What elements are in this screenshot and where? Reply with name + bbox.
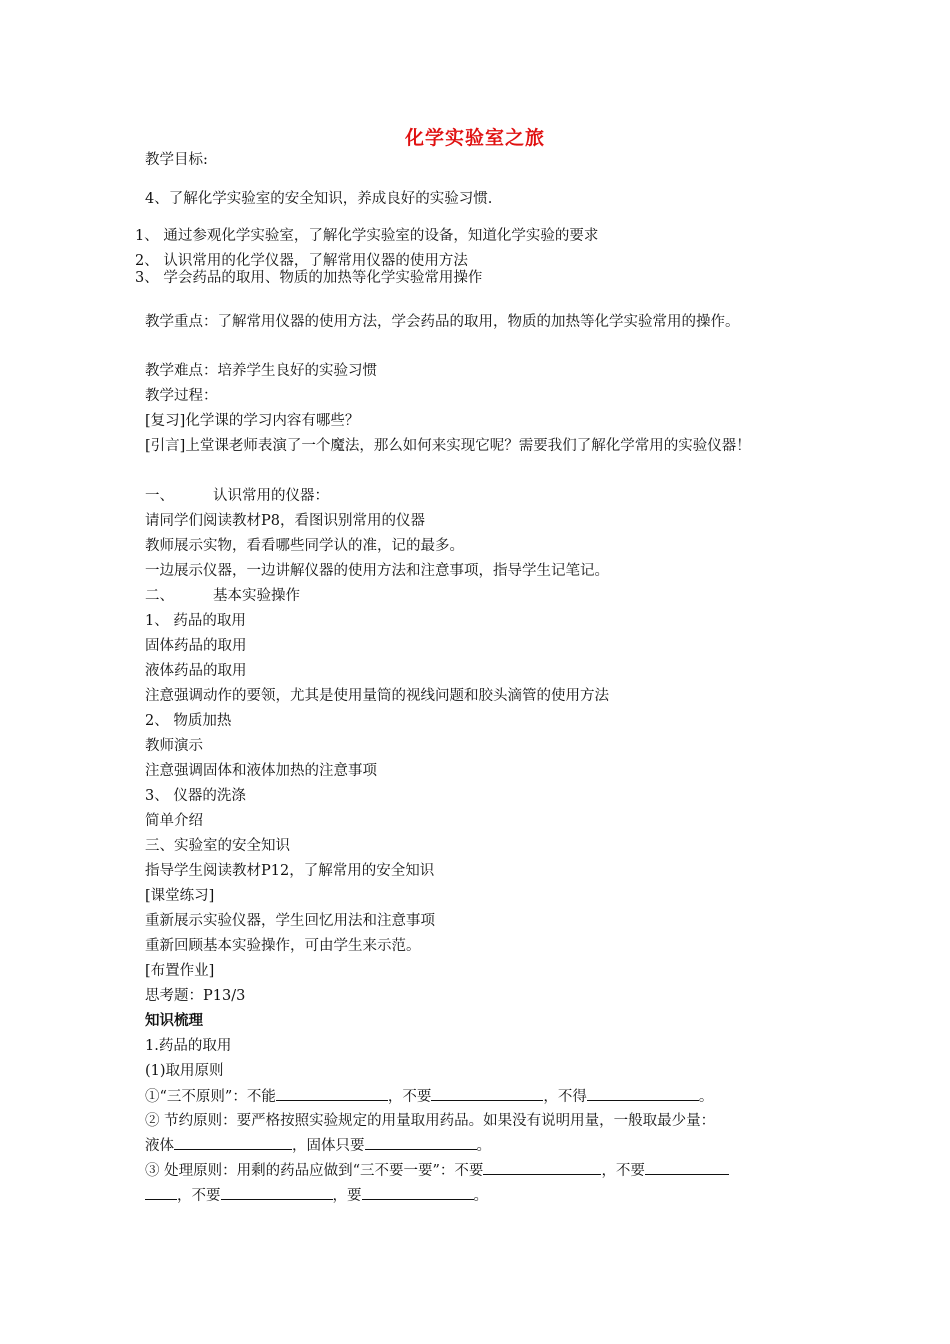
key-point: 教学重点：了解常用仪器的使用方法，学会药品的取用，物质的加热等化学实验常用的操作。 xyxy=(145,314,740,330)
fill-blank[interactable] xyxy=(365,1135,477,1150)
rule-1 xyxy=(145,1086,713,1107)
knowledge-sub-1: 1.药品的取用 xyxy=(145,1038,232,1054)
process-heading: 教学过程： xyxy=(145,388,218,404)
rule-2-text: 。 xyxy=(476,1138,491,1154)
rule-3-text: 。 xyxy=(473,1188,488,1204)
rule-2-text: 液体 xyxy=(145,1138,174,1154)
section-2-heading xyxy=(145,584,810,609)
section-2-line: 注意强调动作的要领，尤其是使用量筒的视线问题和胶头滴管的使用方法 xyxy=(145,688,609,704)
rule-1-text: 。 xyxy=(698,1089,714,1105)
rule-2-text: ，固体只要 xyxy=(292,1138,365,1154)
objective-2: 2、 认识常用的化学仪器，了解常用仪器的使用方法 xyxy=(135,253,468,269)
fill-blank[interactable] xyxy=(145,1185,177,1200)
objectives-heading: 教学目标: xyxy=(145,152,208,168)
practice-heading: [课堂练习] xyxy=(145,888,215,904)
difficulty: 教学难点：培养学生良好的实验习惯 xyxy=(145,363,377,379)
fill-blank[interactable] xyxy=(276,1086,388,1101)
section-1-line: 一边展示仪器，一边讲解仪器的使用方法和注意事项，指导学生记笔记。 xyxy=(145,563,609,579)
knowledge-sub-2: (1)取用原则 xyxy=(145,1063,224,1079)
rule-2 xyxy=(145,1109,810,1159)
fill-blank[interactable] xyxy=(174,1135,292,1150)
intro-paragraph: [引言]上堂课老师表演了一个魔法，那么如何来实现它呢？需要我们了解化学常用的实验仪器！ xyxy=(145,438,751,454)
section-2-line: 教师演示 xyxy=(145,738,203,754)
objective-1: 1、 通过参观化学实验室，了解化学实验室的设备，知道化学实验的要求 xyxy=(135,228,599,244)
rule-3-text: ，要 xyxy=(332,1188,362,1204)
section-1-title: 认识常用的仪器： xyxy=(213,488,329,504)
fill-blank[interactable] xyxy=(483,1160,601,1175)
practice-line: 重新回顾基本实验操作，可由学生来示范。 xyxy=(145,938,421,954)
section-1-number: 一、 xyxy=(145,488,174,504)
practice-line: 重新展示实验仪器，学生回忆用法和注意事项 xyxy=(145,913,435,929)
section-2-line: 1、 药品的取用 xyxy=(145,613,246,629)
section-2-line: 注意强调固体和液体加热的注意事项 xyxy=(145,763,377,779)
section-2-line: 固体药品的取用 xyxy=(145,638,247,654)
homework-heading: [布置作业] xyxy=(145,963,215,979)
knowledge-heading: 知识梳理 xyxy=(145,1013,203,1029)
section-2-title: 基本实验操作 xyxy=(213,588,300,604)
fill-blank[interactable] xyxy=(587,1086,699,1101)
fill-blank[interactable] xyxy=(221,1185,333,1200)
rule-3-text: ③ 处理原则：用剩的药品应做到“三不要一要”：不要 xyxy=(145,1163,484,1179)
rule-1-text: ，不要 xyxy=(387,1089,432,1105)
objective-3: 3、 学会药品的取用、物质的加热等化学实验常用操作 xyxy=(135,270,483,286)
fill-blank[interactable] xyxy=(645,1160,729,1175)
section-2-line: 2、 物质加热 xyxy=(145,713,232,729)
homework-line: 思考题：P13/3 xyxy=(145,988,246,1004)
review-question: [复习]化学课的学习内容有哪些？ xyxy=(145,413,360,429)
page-title: 化学实验室之旅 xyxy=(404,127,545,149)
rule-2-text: ② 节约原则：要严格按照实验规定的用量取用药品。如果没有说明用量，一般取最少量： xyxy=(145,1113,716,1129)
section-1-heading xyxy=(145,484,810,509)
section-2-line: 3、 仪器的洗涤 xyxy=(145,788,246,804)
section-2-number: 二、 xyxy=(145,588,174,604)
section-3-heading: 三、实验室的安全知识 xyxy=(145,838,290,854)
rule-3 xyxy=(145,1159,810,1209)
section-2-line: 液体药品的取用 xyxy=(145,663,247,679)
rule-1-text: ①“三不原则”：不能 xyxy=(145,1089,276,1105)
fill-blank[interactable] xyxy=(362,1185,474,1200)
section-3-line: 指导学生阅读教材P12，了解常用的安全知识 xyxy=(145,863,435,879)
rule-3-text: ，不要 xyxy=(177,1188,221,1204)
fill-blank[interactable] xyxy=(431,1086,543,1101)
objective-4: 4、了解化学实验室的安全知识，养成良好的实验习惯. xyxy=(145,191,493,207)
section-1-line: 教师展示实物，看看哪些同学认的准，记的最多。 xyxy=(145,538,464,554)
rule-3-text: ，不要 xyxy=(601,1163,645,1179)
section-2-line: 简单介绍 xyxy=(145,813,203,829)
section-1-line: 请同学们阅读教材P8，看图识别常用的仪器 xyxy=(145,513,425,529)
rule-1-text: ，不得 xyxy=(543,1089,587,1105)
